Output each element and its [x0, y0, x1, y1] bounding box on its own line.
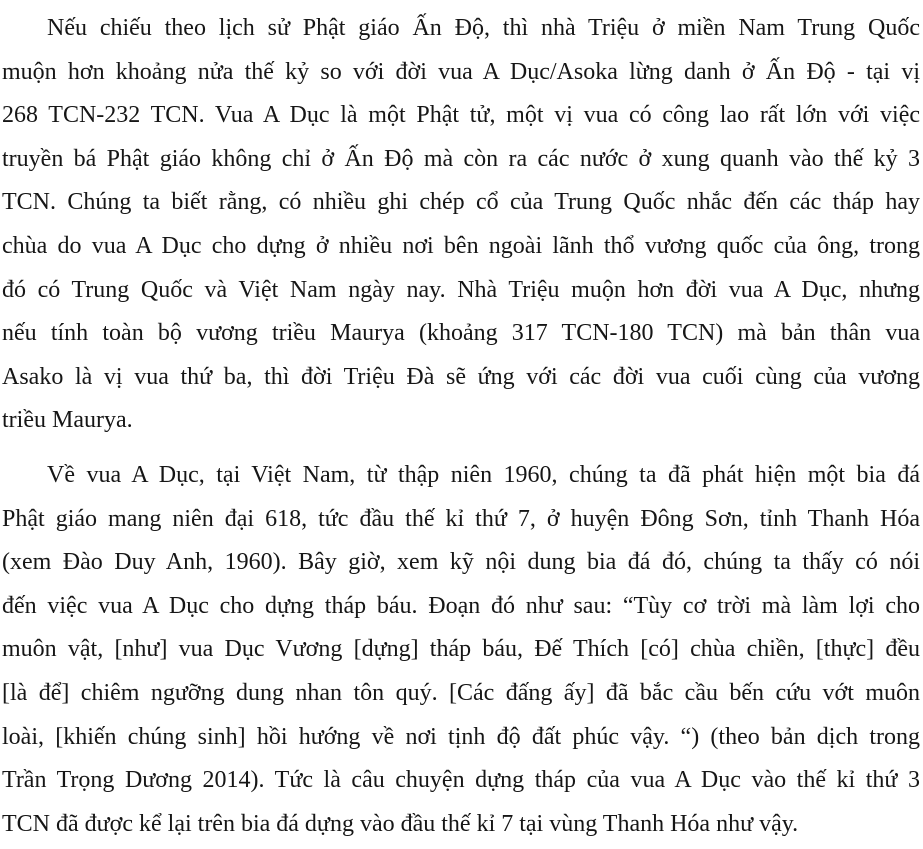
text-line: nếu tính toàn bộ vương triều Maurya (khoảng 317 TCN-180 TCN) mà bản thân vua — [2, 320, 920, 347]
text-line: 268 TCN-232 TCN. Vua A Dục là một Phật tử, một vị vua có công lao rất lớn với việc — [2, 102, 920, 129]
text-line: chùa do vua A Dục cho dựng ở nhiều nơi bên ngoài lãnh thổ vương quốc của ông, trong — [2, 232, 920, 259]
text-line: TCN đã được kể lại trên bia đá dựng vào đầu thế kỉ 7 tại vùng Thanh Hóa như vậy. — [2, 810, 799, 837]
text-line: muôn vật, [như] vua Dục Vương [dựng] tháp báu, Đế Thích [có] chùa chiền, [thực] đều — [2, 636, 920, 663]
text-line: Trần Trọng Dương 2014). Tức là câu chuyện dựng tháp của vua A Dục vào thế kỉ thứ 3 — [2, 767, 920, 794]
paragraph — [2, 454, 920, 846]
text-line: Phật giáo mang niên đại 618, tức đầu thế kỉ thứ 7, ở huyện Đông Sơn, tỉnh Thanh Hóa — [2, 505, 920, 532]
text-line: Nếu chiếu theo lịch sử Phật giáo Ấn Độ, thì nhà Triệu ở miền Nam Trung Quốc — [47, 15, 920, 41]
text-line: loài, [khiến chúng sinh] hồi hướng về nơi tịnh độ đất phúc vậy. “) (theo bản dịch trong — [2, 723, 920, 750]
text-line: đó có Trung Quốc và Việt Nam ngày nay. Nhà Triệu muộn hơn đời vua A Dục, nhưng — [2, 276, 920, 303]
text-line: muộn hơn khoảng nửa thế kỷ so với đời vua A Dục/Asoka lừng danh ở Ấn Độ - tại vị — [2, 58, 920, 85]
text-line: Về vua A Dục, tại Việt Nam, từ thập niên 1960, chúng ta đã phát hiện một bia đá — [47, 461, 920, 488]
text-line: đến việc vua A Dục cho dựng tháp báu. Đoạn đó như sau: “Tùy cơ trời mà làm lợi cho — [2, 592, 920, 619]
text-line: TCN. Chúng ta biết rằng, có nhiều ghi chép cổ của Trung Quốc nhắc đến các tháp hay — [2, 189, 920, 216]
text-line: truyền bá Phật giáo không chỉ ở Ấn Độ mà còn ra các nước ở xung quanh vào thế kỷ 3 — [2, 145, 920, 172]
text-line: triều Maurya. — [2, 407, 133, 434]
text-line: (xem Đào Duy Anh, 1960). Bây giờ, xem kỹ nội dung bia đá đó, chúng ta thấy có nói — [2, 549, 920, 576]
text-line: Asako là vị vua thứ ba, thì đời Triệu Đà sẽ ứng với các đời vua cuối cùng của vương — [2, 363, 920, 390]
paragraph — [2, 7, 920, 443]
text-line: [là để] chiêm ngưỡng dung nhan tôn quý. [Các đấng ấy] đã bắc cầu bến cứu vớt muôn — [2, 679, 920, 706]
